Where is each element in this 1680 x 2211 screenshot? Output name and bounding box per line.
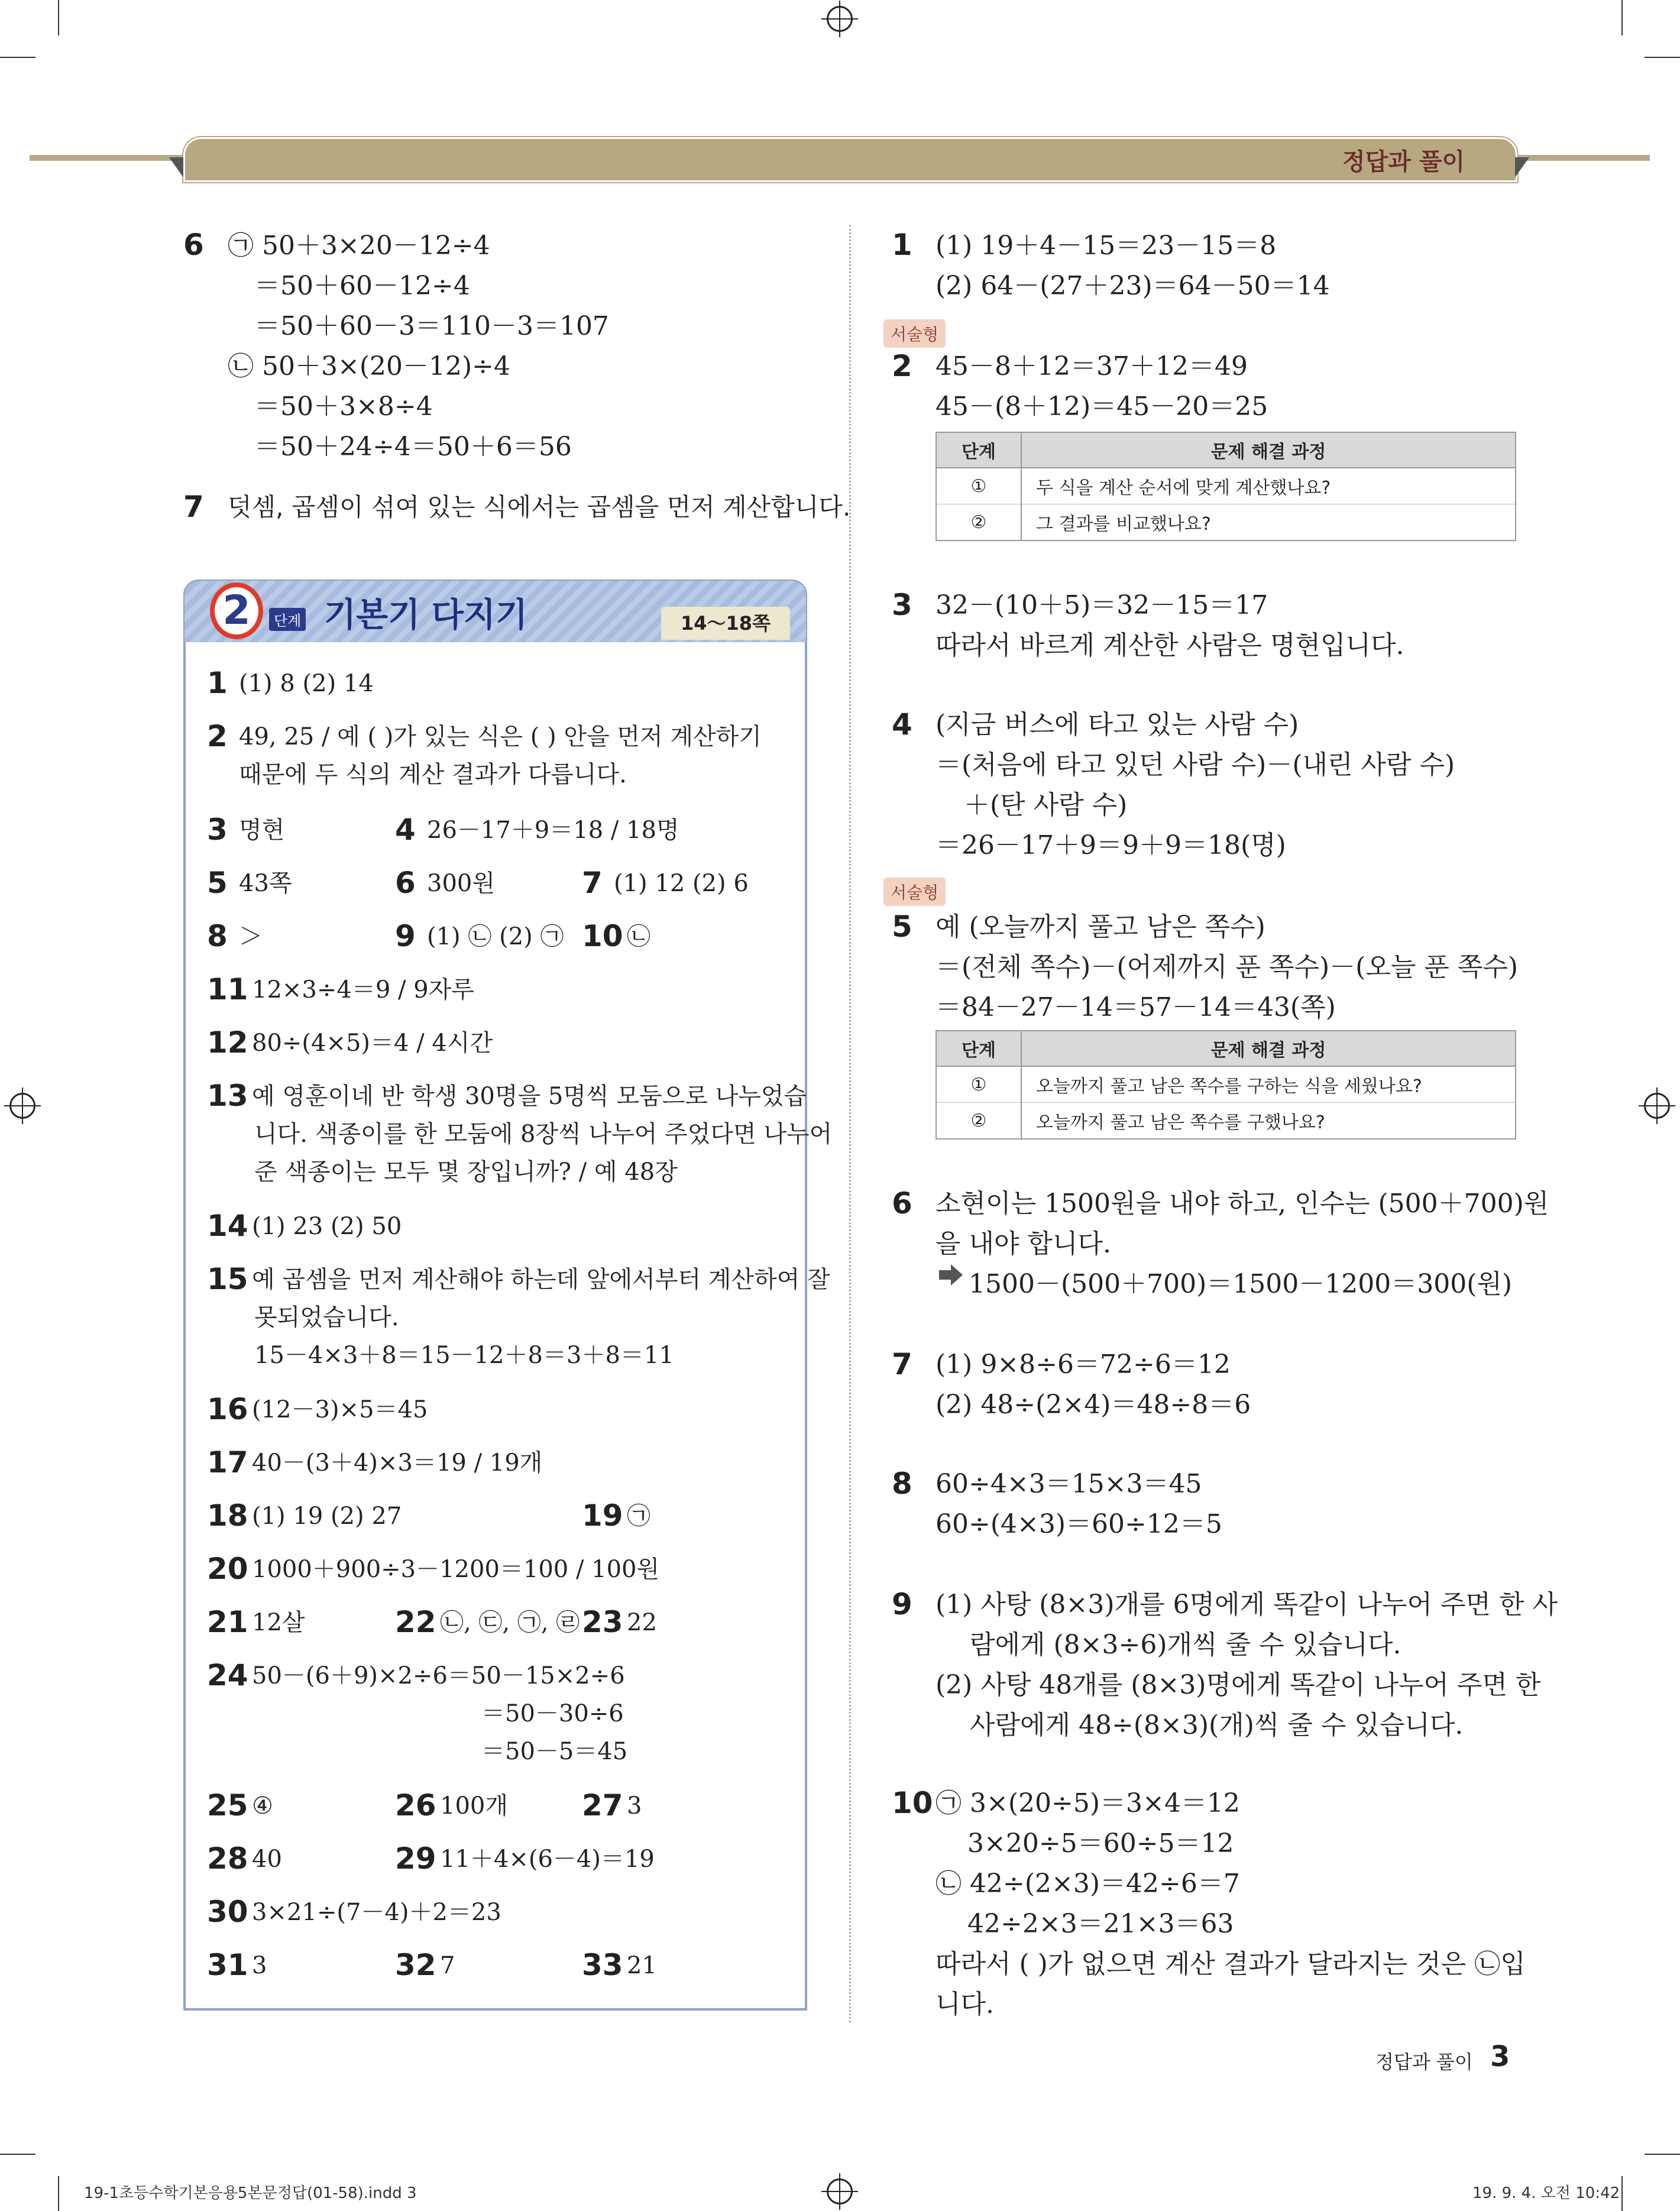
text-line: 32－(10＋5)＝32－15＝17 [936, 590, 1268, 620]
item-number: 6 [892, 1186, 912, 1221]
text-line: ㉡ 50＋3×(20－12)÷4 [228, 351, 511, 381]
table-row [936, 1066, 1516, 1103]
text-line: 60÷4×3＝15×3＝45 [936, 1469, 1202, 1499]
box-item-number: 26 [395, 1788, 436, 1822]
box-item-number: 29 [395, 1841, 436, 1876]
box-item-number: 23 [582, 1605, 623, 1639]
text-line: 덧셈, 곱셈이 섞여 있는 식에서는 곱셈을 먼저 계산합니다. [228, 493, 851, 522]
box-item-number: 11 [207, 972, 248, 1006]
table-cell: 두 식을 계산 순서에 맞게 계산했나요? [1021, 468, 1516, 504]
box-item-text: 43쪽 [239, 870, 292, 897]
crop-mark [1621, 2176, 1623, 2211]
box-item-text: 15－4×3＋8＝15－12＋8＝3＋8＝11 [254, 1342, 674, 1369]
footer-date: 19. 9. 4. 오전 10:42 [1472, 2184, 1620, 2202]
box-item-text: 300원 [427, 870, 495, 897]
text-line: 따라서 바르게 계산한 사람은 명현입니다. [936, 630, 1404, 661]
step-label: 단계 [269, 608, 306, 631]
box-item-number: 10 [582, 919, 623, 953]
box-item-number: 24 [207, 1658, 248, 1692]
text-line: ＝50＋60－12÷4 [254, 271, 470, 301]
item-number: 8 [892, 1467, 912, 1501]
registration-mark-icon [1644, 1093, 1670, 1119]
box-item-text: 1000＋900÷3－1200＝100 / 100원 [252, 1556, 660, 1583]
box-item-text: (12－3)×5＝45 [252, 1396, 428, 1423]
box-item-text: ㉡, ㉢, ㉠, ㉣ [440, 1609, 580, 1636]
crop-mark [1645, 57, 1680, 58]
text-line: (1) 9×8÷6＝72÷6＝12 [936, 1349, 1231, 1380]
registration-mark-icon [9, 1093, 35, 1119]
text-line: ＝(전체 쪽수)－(어제까지 푼 쪽수)－(오늘 푼 쪽수) [936, 952, 1518, 982]
box-item-text: 3×21÷(7－4)＋2＝23 [252, 1899, 501, 1926]
table-cell: ② [936, 504, 1021, 541]
text-line: 3×20÷5＝60÷5＝12 [967, 1828, 1234, 1859]
item-number: 10 [892, 1786, 933, 1820]
item-number: 4 [892, 707, 912, 742]
box-item-number: 14 [207, 1209, 248, 1243]
text-line: 따라서 ( )가 없으면 계산 결과가 달라지는 것은 ㉡입 [936, 1949, 1526, 1979]
registration-mark-icon [827, 2178, 853, 2204]
page-number: 3 [1490, 2040, 1510, 2073]
box-item-text: 명현 [239, 817, 285, 844]
box-item-number: 27 [582, 1788, 623, 1822]
item-number: 6 [183, 228, 204, 262]
box-item-text: (1) 12 (2) 6 [614, 870, 749, 897]
box-item-text: 100개 [440, 1792, 508, 1820]
box-item-text: 40 [252, 1846, 282, 1873]
table-cell: 오늘까지 풀고 남은 쪽수를 구하는 식을 세웠나요? [1021, 1066, 1516, 1103]
header-notch-right [1515, 157, 1529, 177]
text-line: ㉠ 3×(20÷5)＝3×4＝12 [936, 1788, 1240, 1818]
text-line: 니다. [936, 1989, 994, 2019]
box-item-number: 8 [207, 919, 228, 953]
registration-mark-icon [827, 6, 853, 32]
crop-mark [1645, 2154, 1680, 2155]
box-item-number: 30 [207, 1895, 248, 1929]
box-item-text: 26－17＋9＝18 / 18명 [427, 817, 679, 844]
box-item-text: (1) 8 (2) 14 [239, 670, 374, 697]
table-header: 문제 해결 과정 [1021, 1031, 1516, 1066]
text-line: (지금 버스에 타고 있는 사람 수) [936, 710, 1299, 740]
table-row [936, 468, 1516, 504]
table-row [936, 1103, 1516, 1140]
text-line: 소현이는 1500원을 내야 하고, 인수는 (500＋700)원 [936, 1189, 1549, 1219]
box-item-text: 못되었습니다. [254, 1304, 399, 1331]
box-item-text: ＞ [239, 923, 263, 950]
descriptive-badge: 서술형 [883, 878, 946, 906]
box-item-text: 7 [440, 1952, 455, 1979]
box-item-text: 3 [252, 1952, 267, 1979]
text-line: (2) 사탕 48개를 (8×3)명에게 똑같이 나누어 주면 한 [936, 1670, 1541, 1700]
box-item-number: 6 [395, 866, 416, 900]
header-notch-left [169, 157, 183, 177]
item-number: 1 [892, 228, 912, 262]
text-line: ＝26－17＋9＝9＋9＝18(명) [936, 830, 1286, 860]
box-title: 기본기 다지기 [324, 596, 528, 635]
item-number: 2 [892, 349, 912, 383]
box-item-number: 3 [207, 812, 228, 847]
box-item-number: 7 [582, 866, 603, 900]
box-item-number: 22 [395, 1605, 436, 1639]
box-item-text: ＝50－5＝45 [481, 1738, 628, 1765]
table-cell: ① [936, 468, 1021, 504]
text-line: ＝(처음에 타고 있던 사람 수)－(내린 사람 수) [936, 750, 1455, 780]
box-item-text: 21 [627, 1952, 657, 1979]
item-number: 7 [183, 490, 204, 524]
box-item-text: 준 색종이는 모두 몇 장입니까? / 예 48장 [254, 1158, 678, 1186]
box-item-number: 17 [207, 1445, 248, 1480]
box-item-number: 19 [582, 1498, 623, 1533]
box-item-text: 22 [627, 1609, 657, 1636]
box-item-text: ㉠ [627, 1503, 650, 1530]
box-item-text: (1) ㉡ (2) ㉠ [427, 923, 564, 950]
text-line: 1500－(500＋700)＝1500－1200＝300(원) [969, 1269, 1513, 1299]
text-line: 60÷(4×3)＝60÷12＝5 [936, 1509, 1222, 1539]
item-number: 7 [892, 1347, 912, 1381]
box-item-text: 때문에 두 식의 계산 결과가 다릅니다. [239, 761, 627, 788]
box-item-text: ㉡ [627, 923, 650, 950]
item-number: 3 [892, 588, 912, 622]
item-number: 9 [892, 1587, 912, 1621]
text-line: ＝50＋60－3＝110－3＝107 [254, 311, 609, 341]
table-cell: 그 결과를 비교했나요? [1021, 504, 1516, 541]
text-line: ㉠ 50＋3×20－12÷4 [228, 231, 490, 261]
arrow-icon [939, 1270, 952, 1280]
box-item-number: 28 [207, 1841, 248, 1876]
header-band [183, 137, 1517, 182]
box-item-text: 3 [627, 1792, 642, 1820]
text-line: 45－(8＋12)＝45－20＝25 [936, 391, 1268, 422]
table-header: 문제 해결 과정 [1021, 432, 1516, 468]
text-line: (2) 48÷(2×4)＝48÷8＝6 [936, 1390, 1251, 1420]
box-item-number: 13 [207, 1079, 248, 1113]
text-line: (1) 사탕 (8×3)개를 6명에게 똑같이 나누어 주면 한 사 [936, 1590, 1558, 1620]
text-line: 을 내야 합니다. [936, 1229, 1111, 1259]
box-item-text: 예 영훈이네 반 학생 30명을 5명씩 모둠으로 나누었습 [252, 1083, 807, 1110]
box-item-text: 11＋4×(6－4)＝19 [440, 1846, 655, 1873]
box-item-number: 16 [207, 1392, 248, 1426]
box-item-number: 12 [207, 1025, 248, 1060]
text-line: ＝50＋3×8÷4 [254, 391, 433, 422]
box-item-number: 32 [395, 1948, 436, 1982]
box-item-number: 18 [207, 1498, 248, 1533]
table-row [936, 504, 1516, 541]
crop-mark [58, 2176, 59, 2211]
box-item-text: 예 곱셈을 먼저 계산해야 하는데 앞에서부터 계산하여 잘 [252, 1266, 830, 1293]
box-item-text: 50－(6＋9)×2÷6＝50－15×2÷6 [252, 1662, 625, 1689]
table-cell: ① [936, 1066, 1021, 1103]
footer-file: 19-1초등수학기본응용5본문정답(01-58).indd 3 [84, 2184, 417, 2202]
box-item-number: 21 [207, 1605, 248, 1639]
box-item-text: 40－(3＋4)×3＝19 / 19개 [252, 1449, 543, 1477]
text-line: (1) 19＋4－15＝23－15＝8 [936, 231, 1277, 261]
crop-mark [0, 57, 35, 58]
crop-mark [0, 2154, 35, 2155]
item-number: 5 [892, 909, 912, 944]
step-number-badge [210, 582, 263, 639]
box-item-text: (1) 19 (2) 27 [252, 1503, 402, 1530]
table-header: 단계 [936, 1031, 1021, 1066]
text-line: ＝84－27－14＝57－14＝43(쪽) [936, 992, 1336, 1022]
text-line: 45－8＋12＝37＋12＝49 [936, 351, 1248, 381]
box-item-text: ＝50－30÷6 [481, 1700, 624, 1727]
box-item-number: 4 [395, 812, 416, 847]
text-line: ＝50＋24÷4＝50＋6＝56 [254, 432, 572, 462]
text-line: 람에게 (8×3÷6)개씩 줄 수 있습니다. [970, 1630, 1401, 1660]
table-cell: 오늘까지 풀고 남은 쪽수를 구했나요? [1021, 1103, 1516, 1140]
crop-mark [1621, 0, 1623, 35]
text-line: ㉡ 42÷(2×3)＝42÷6＝7 [936, 1869, 1240, 1899]
box-item-text: (1) 23 (2) 50 [252, 1213, 402, 1240]
box-item-text: ④ [252, 1792, 273, 1820]
criteria-table [936, 1030, 1516, 1140]
box-item-number: 31 [207, 1948, 248, 1982]
text-line: (2) 64－(27＋23)＝64－50＝14 [936, 271, 1330, 301]
box-item-number: 33 [582, 1948, 623, 1982]
box-item-number: 9 [395, 919, 416, 953]
page-range: 14～18쪽 [661, 607, 790, 640]
box-item-text: 니다. 색종이를 한 모둠에 8장씩 나누어 주었다면 나누어 [254, 1121, 833, 1148]
footer-label: 정답과 풀이 [1375, 2051, 1473, 2073]
box-item-text: 12×3÷4＝9 / 9자루 [252, 976, 474, 1003]
header-title: 정답과 풀이 [1342, 148, 1465, 176]
step-number: 2 [222, 587, 251, 634]
box-item-number: 20 [207, 1552, 248, 1586]
text-line: 42÷2×3＝21×3＝63 [967, 1909, 1234, 1939]
text-line: 사람에게 48÷(8×3)(개)씩 줄 수 있습니다. [970, 1710, 1464, 1740]
box-item-number: 15 [207, 1262, 248, 1296]
box-item-number: 1 [207, 666, 228, 700]
crop-mark [58, 0, 59, 35]
text-line: 예 (오늘까지 풀고 남은 쪽수) [936, 912, 1265, 942]
box-item-text: 12살 [252, 1609, 305, 1636]
box-item-number: 5 [207, 866, 228, 900]
box-item-number: 2 [207, 719, 228, 753]
arrow-head-icon [951, 1264, 963, 1286]
box-item-text: 80÷(4×5)＝4 / 4시간 [252, 1030, 493, 1057]
table-cell: ② [936, 1103, 1021, 1140]
criteria-table [936, 432, 1516, 541]
box-item-text: 49, 25 / 예 ( )가 있는 식은 ( ) 안을 먼저 계산하기 [239, 723, 762, 750]
descriptive-badge: 서술형 [883, 319, 946, 348]
table-header: 단계 [936, 432, 1021, 468]
box-item-number: 25 [207, 1788, 248, 1822]
text-line: ＋(탄 사람 수) [964, 790, 1128, 820]
